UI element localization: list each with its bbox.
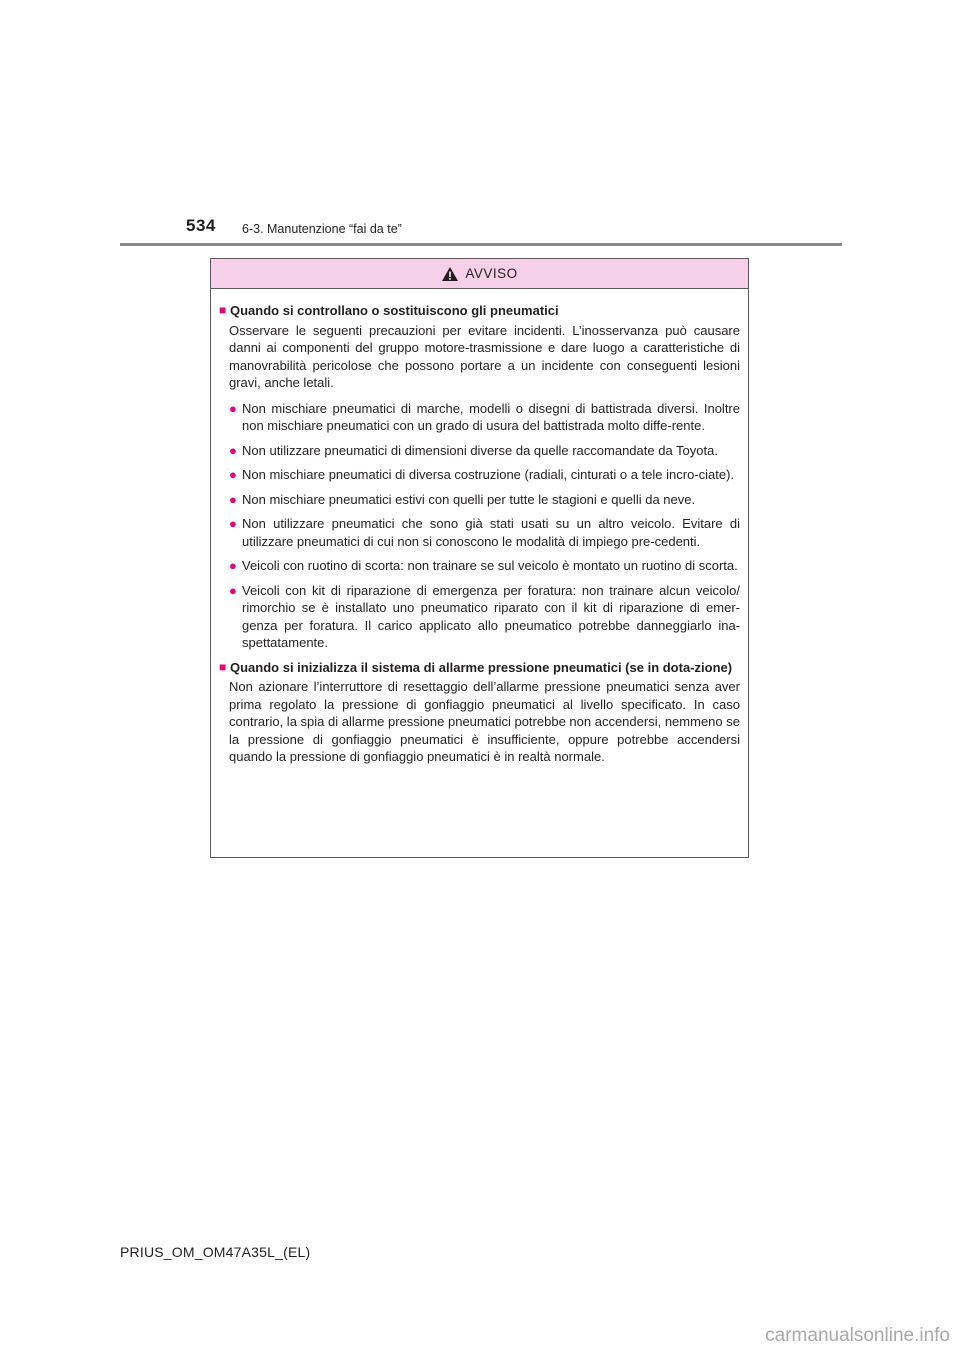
list-item: ● Non utilizzare pneumatici che sono già stati usati su un altro veicolo. Evitare di utilizzare pneumatici di cui non si conoscono le modalità di impiego pre-cedenti. xyxy=(229,516,740,549)
list-item: ● Non utilizzare pneumatici di dimensioni diverse da quelle raccomandate da Toyota. xyxy=(229,442,718,458)
list-item: ● Veicoli con kit di riparazione di emergenza per foratura: non trainare alcun veicolo/ rimorchio se è installato uno pneumatico riparato con il kit di riparazione di emer-genza per foratura. Il carico applicato allo pneumatico potrebbe danneggiarlo ina-spettatamente. xyxy=(229,582,740,650)
circle-bullet-icon: ● xyxy=(229,400,237,416)
section-title: 6-3. Manutenzione “fai da te” xyxy=(242,222,402,236)
warning-title: AVVISO xyxy=(465,266,518,281)
warning-body xyxy=(211,289,748,766)
warning-box xyxy=(210,258,749,858)
list-item: ● Non mischiare pneumatici di diversa costruzione (radiali, cinturati o a tele incro-ciate). xyxy=(229,467,735,482)
list-item: ● Veicoli con ruotino di scorta: non trainare se sul veicolo è montato un ruotino di scorta. xyxy=(229,558,738,573)
square-bullet-icon: ■ xyxy=(219,659,227,674)
paragraph: Osservare le seguenti precauzioni per evitare incidenti. L’inosservanza può causare danni ai componenti del gruppo motore-trasmissione e dare luogo a caratteristiche di manovrabilità pericolose che possono portare a un incidente con conseguenti lesioni gravi, anche letali. xyxy=(229,322,740,390)
subsection-heading: ■ Quando si inizializza il sistema di allarme pressione pneumatici (se in dota-zione) xyxy=(219,659,733,675)
square-bullet-icon: ■ xyxy=(219,303,227,317)
warning-triangle-icon xyxy=(441,266,459,282)
paragraph: Non azionare l’interruttore di resettaggio dell’allarme pressione pneumatici senza aver prima regolato la pressione di gonfiaggio pneumatici al livello specificato. In caso contrario, la spia di allarme pressione pneumatici potrebbe non accendersi, nemmeno se la pressione di gonfiaggio pneumatici è insufficiente, oppure potrebbe accendersi quando la pressione di gonfiaggio pneumatici è in realtà normale. xyxy=(229,679,740,764)
page-number: 534 xyxy=(186,216,216,235)
circle-bullet-icon: ● xyxy=(229,467,237,482)
watermark: carmanualsonline.info xyxy=(765,1325,950,1346)
warning-header xyxy=(211,259,748,289)
circle-bullet-icon: ● xyxy=(229,582,237,598)
circle-bullet-icon: ● xyxy=(229,491,237,507)
circle-bullet-icon: ● xyxy=(229,442,237,458)
subsection-heading: ■ Quando si controllano o sostituiscono gli pneumatici xyxy=(219,303,559,318)
document-code: PRIUS_OM_OM47A35L_(EL) xyxy=(120,1244,311,1260)
list-item: ● Non mischiare pneumatici estivi con quelli per tutte le stagioni e quelli da neve. xyxy=(229,491,696,507)
circle-bullet-icon: ● xyxy=(229,516,237,531)
list-item: ● Non mischiare pneumatici di marche, modelli o disegni di battistrada diversi. Inoltre non mischiare pneumatici con un grado di usura del battistrada molto diffe-rente. xyxy=(229,400,740,433)
header-divider xyxy=(120,243,842,246)
circle-bullet-icon: ● xyxy=(229,558,237,573)
